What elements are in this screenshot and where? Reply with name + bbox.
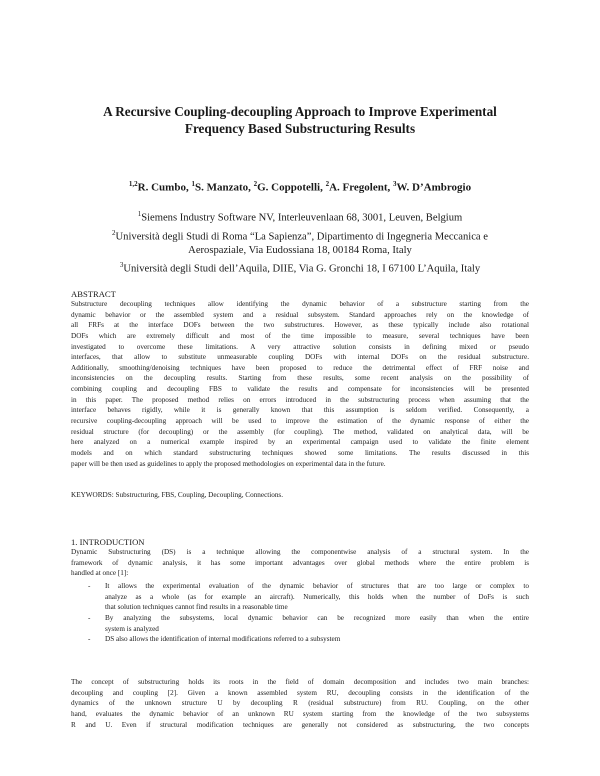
abstract-body <box>71 299 529 469</box>
list-dash: - <box>88 635 91 644</box>
list-item-line: By analyzing the subsystems, local dynamic behavior can be recognized more easily than when the entire <box>105 613 529 622</box>
abstract-line: Additionally, smoothing/denoising techniques have been proposed to reduce the detrimental effect of FRF noise and <box>71 363 529 372</box>
abstract-heading: ABSTRACT <box>71 289 116 299</box>
abstract-line: inconsistencies on the decoupling results. Starting from these results, some recent analysis on the possibility of <box>71 374 529 383</box>
affiliation <box>50 207 550 226</box>
abstract-line: DOFs which are extremely difficult and most of the time impossible to measure, several techniques have been <box>71 331 529 340</box>
keywords-line: KEYWORDS: Substructuring, FBS, Coupling, Decoupling, Connections. <box>71 491 284 499</box>
affiliation-text: Siemens Industry Software NV, Interleuvenlaan 68, 3001, Leuven, Belgium <box>141 212 463 224</box>
author-affil-sup: 2 <box>325 180 330 188</box>
affiliation-sup: 2 <box>112 228 116 237</box>
paragraph-line: handled at once [1]: <box>71 569 129 578</box>
title-line: A Recursive Coupling-decoupling Approach to Improve Experimental <box>103 104 497 119</box>
affiliation-continued: Aerospaziale, Via Eudossiana 18, 00184 Roma, Italy <box>188 245 412 257</box>
list-item <box>88 613 529 634</box>
advantages-list <box>88 581 529 645</box>
list-item <box>88 634 529 645</box>
abstract-line: dynamic behavior or the assembled system and a residual subsystem. Standard approaches rely on the knowledge of <box>71 310 529 319</box>
list-item-line: that solution techniques cannot find results in a reasonable time <box>105 603 288 612</box>
affiliation-text: Università degli Studi di Roma “La Sapienza”, Dipartimento di Ingegneria Meccanica e <box>115 231 488 243</box>
author-name: A. Fregolent, <box>329 181 394 194</box>
affiliation <box>50 226 550 245</box>
paragraph-line: R and U. Even if structural modification techniques are generally not considered as substructuring, the two concepts <box>71 720 529 729</box>
intro-paragraph <box>71 547 529 579</box>
author-affil-sup: 1,2 <box>128 180 138 188</box>
affiliation-sup: 1 <box>137 210 142 218</box>
author-name: R. Cumbo, <box>137 181 192 194</box>
author-affil-sup: 2 <box>253 180 258 188</box>
abstract-line: combining coupling and decoupling FBS to validate the results and compensate for inconsistencies will be presented <box>71 385 529 394</box>
paragraph-line: Dynamic Substructuring (DS) is a technique allowing the componentwise analysis of a structural system. In the <box>71 548 529 556</box>
affiliation-list <box>50 207 550 277</box>
list-dash: - <box>88 582 91 590</box>
abstract-line: paper will be then used as guidelines to apply the proposed methodologies on experimental data in the future. <box>71 459 386 468</box>
abstract-line: all FRFs at the interface DOFs between the two substructures. However, as these typically include also rotational <box>71 321 529 330</box>
list-item-line: analyze as a whole (as for example an aircraft). Numerically, this holds when the number of DoFs is such <box>105 592 529 601</box>
abstract-line: interface behaves rigidly, while it is generally known that this assumption is seldom verified. Consequently, a <box>71 406 529 415</box>
author-list <box>50 180 550 194</box>
paragraph-line: decoupling and coupling [2]. Given a known assembled system RU, decoupling consists in the identification of the <box>71 688 529 697</box>
abstract-line: Substructure decoupling techniques allow identifying the dynamic behavior of a substructure starting from the <box>71 300 529 308</box>
abstract-line: here analyzed on a numerical example inspired by an experimental campaign used to validate the finite element <box>71 438 529 447</box>
author-name: W. D’Ambrogio <box>396 181 472 194</box>
affiliation-text: Università degli Studi dell’Aquila, DIIE, Via G. Gronchi 18, I 67100 L’Aquila, Italy <box>123 263 481 275</box>
list-item-line: It allows the experimental evaluation of the dynamic behavior of structures that are too large or complex to <box>105 582 529 590</box>
list-item-line: system is analyzed <box>105 624 159 633</box>
title-line: Frequency Based Substructuring Results <box>184 121 416 136</box>
abstract-line: recursive coupling-decoupling approach will be used to improve the estimation of the dynamic response of either the <box>71 417 529 426</box>
paragraph-line: framework of dynamic analysis, it has some important advantages over global methods where the entire problem is <box>71 558 529 567</box>
author-affil-sup: 3 <box>393 180 397 188</box>
affiliation-sup: 3 <box>119 261 124 270</box>
abstract-line: in this paper. The proposed method relies on errors introduced in the substructuring process when assuming that the <box>71 395 529 404</box>
author-name: S. Manzato, <box>194 181 254 194</box>
author-name: G. Coppotelli, <box>257 181 326 194</box>
abstract-line: interfaces, that allow to substitute unmeasurable coupling DOFs with internal DOFs on the residual substructure. <box>71 353 529 362</box>
list-item-line: DS also allows the identification of internal modifications referred to a subsystem <box>105 635 341 644</box>
author-affil-sup: 1 <box>191 180 195 188</box>
paper-title <box>60 103 540 137</box>
introduction-heading: 1. INTRODUCTION <box>71 537 145 547</box>
abstract-line: models and on which standard substructuring techniques showed some limitations. The results discussed in this <box>71 448 529 457</box>
intro-paragraph <box>71 677 529 730</box>
paragraph-line: hand, evaluates the dynamic behavior of an unknown RU system starting from the knowledge of the two subsystems <box>71 709 529 718</box>
paragraph-line: dynamics of the unknown structure U by decoupling R (residual substructure) from RU. Coupling, on the other <box>71 699 529 708</box>
abstract-line: investigated to overcome these limitations. A very attractive solution consists in defining mixed or pseudo <box>71 342 529 351</box>
affiliation <box>50 258 550 277</box>
list-dash: - <box>88 613 91 622</box>
list-item <box>88 581 529 613</box>
abstract-line: residual structure (for decoupling) or the assembly (for coupling). The method, validated on analytical data, will be <box>71 427 529 436</box>
paragraph-line: The concept of substructuring holds its roots in the field of domain decomposition and includes two main branches: <box>71 678 529 686</box>
